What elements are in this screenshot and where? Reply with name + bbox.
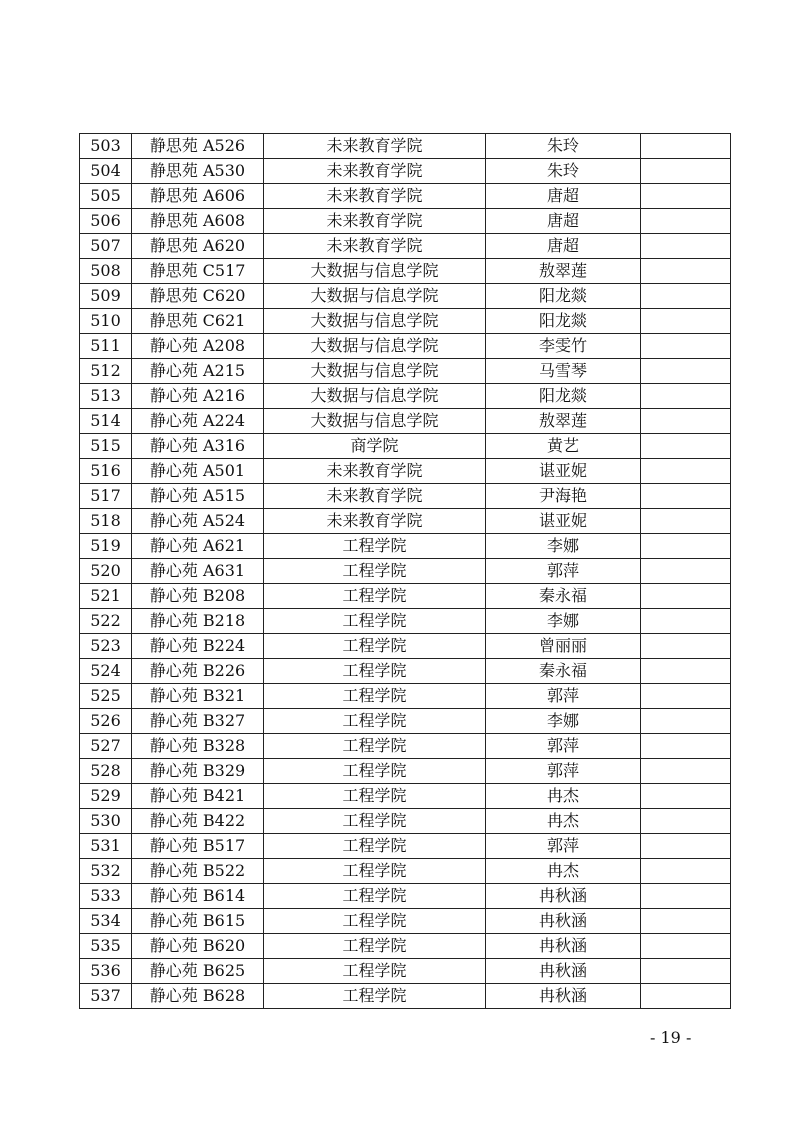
person-name-cell: 冉杰 <box>486 859 641 884</box>
note-cell <box>641 709 731 734</box>
table-row <box>80 534 731 559</box>
room-cell: 静心苑 B218 <box>132 609 264 634</box>
college-cell: 工程学院 <box>264 659 486 684</box>
note-cell <box>641 409 731 434</box>
person-name-cell: 朱玲 <box>486 134 641 159</box>
table-row <box>80 809 731 834</box>
table-body <box>80 134 731 1009</box>
table-row <box>80 959 731 984</box>
college-cell: 大数据与信息学院 <box>264 334 486 359</box>
table-row <box>80 934 731 959</box>
note-cell <box>641 209 731 234</box>
table-row <box>80 509 731 534</box>
note-cell <box>641 784 731 809</box>
row-number: 536 <box>80 959 132 984</box>
person-name-cell: 谌亚妮 <box>486 459 641 484</box>
person-name-cell: 冉杰 <box>486 784 641 809</box>
table-row <box>80 459 731 484</box>
room-cell: 静思苑 A606 <box>132 184 264 209</box>
table-row <box>80 584 731 609</box>
note-cell <box>641 609 731 634</box>
row-number: 529 <box>80 784 132 809</box>
person-name-cell: 唐超 <box>486 209 641 234</box>
note-cell <box>641 934 731 959</box>
college-cell: 大数据与信息学院 <box>264 309 486 334</box>
college-cell: 大数据与信息学院 <box>264 359 486 384</box>
person-name-cell: 冉秋涵 <box>486 934 641 959</box>
row-number: 525 <box>80 684 132 709</box>
row-number: 526 <box>80 709 132 734</box>
room-cell: 静心苑 B615 <box>132 909 264 934</box>
room-cell: 静心苑 A208 <box>132 334 264 359</box>
table-row <box>80 209 731 234</box>
college-cell: 工程学院 <box>264 884 486 909</box>
person-name-cell: 尹海艳 <box>486 484 641 509</box>
table-row <box>80 234 731 259</box>
note-cell <box>641 559 731 584</box>
table-row <box>80 659 731 684</box>
table-row <box>80 434 731 459</box>
note-cell <box>641 359 731 384</box>
note-cell <box>641 759 731 784</box>
room-cell: 静思苑 A620 <box>132 234 264 259</box>
table-row <box>80 309 731 334</box>
room-cell: 静思苑 C621 <box>132 309 264 334</box>
person-name-cell: 冉秋涵 <box>486 959 641 984</box>
row-number: 514 <box>80 409 132 434</box>
room-cell: 静心苑 B517 <box>132 834 264 859</box>
college-cell: 工程学院 <box>264 809 486 834</box>
row-number: 516 <box>80 459 132 484</box>
person-name-cell: 李娜 <box>486 609 641 634</box>
note-cell <box>641 884 731 909</box>
college-cell: 未来教育学院 <box>264 184 486 209</box>
row-number: 535 <box>80 934 132 959</box>
table-row <box>80 159 731 184</box>
table-row <box>80 484 731 509</box>
person-name-cell: 敖翠莲 <box>486 409 641 434</box>
college-cell: 大数据与信息学院 <box>264 259 486 284</box>
room-cell: 静心苑 A215 <box>132 359 264 384</box>
row-number: 506 <box>80 209 132 234</box>
row-number: 507 <box>80 234 132 259</box>
college-cell: 工程学院 <box>264 784 486 809</box>
room-cell: 静心苑 B620 <box>132 934 264 959</box>
person-name-cell: 唐超 <box>486 184 641 209</box>
person-name-cell: 秦永福 <box>486 659 641 684</box>
room-cell: 静思苑 A530 <box>132 159 264 184</box>
note-cell <box>641 859 731 884</box>
note-cell <box>641 684 731 709</box>
room-cell: 静心苑 A224 <box>132 409 264 434</box>
person-name-cell: 郭萍 <box>486 734 641 759</box>
college-cell: 未来教育学院 <box>264 134 486 159</box>
college-cell: 商学院 <box>264 434 486 459</box>
table-row <box>80 709 731 734</box>
note-cell <box>641 809 731 834</box>
table-row <box>80 734 731 759</box>
person-name-cell: 朱玲 <box>486 159 641 184</box>
room-cell: 静心苑 B625 <box>132 959 264 984</box>
college-cell: 工程学院 <box>264 609 486 634</box>
person-name-cell: 黄艺 <box>486 434 641 459</box>
note-cell <box>641 584 731 609</box>
row-number: 524 <box>80 659 132 684</box>
room-cell: 静心苑 A621 <box>132 534 264 559</box>
college-cell: 工程学院 <box>264 734 486 759</box>
row-number: 528 <box>80 759 132 784</box>
note-cell <box>641 259 731 284</box>
person-name-cell: 阳龙燚 <box>486 284 641 309</box>
table-row <box>80 259 731 284</box>
row-number: 511 <box>80 334 132 359</box>
table-row <box>80 359 731 384</box>
row-number: 503 <box>80 134 132 159</box>
college-cell: 工程学院 <box>264 559 486 584</box>
row-number: 533 <box>80 884 132 909</box>
college-cell: 工程学院 <box>264 709 486 734</box>
room-cell: 静思苑 C517 <box>132 259 264 284</box>
table-row <box>80 684 731 709</box>
table-row <box>80 884 731 909</box>
college-cell: 未来教育学院 <box>264 159 486 184</box>
row-number: 519 <box>80 534 132 559</box>
row-number: 513 <box>80 384 132 409</box>
person-name-cell: 阳龙燚 <box>486 384 641 409</box>
row-number: 510 <box>80 309 132 334</box>
table-row <box>80 559 731 584</box>
note-cell <box>641 484 731 509</box>
room-cell: 静心苑 B422 <box>132 809 264 834</box>
note-cell <box>641 909 731 934</box>
college-cell: 工程学院 <box>264 759 486 784</box>
row-number: 522 <box>80 609 132 634</box>
person-name-cell: 李雯竹 <box>486 334 641 359</box>
row-number: 527 <box>80 734 132 759</box>
table-row <box>80 184 731 209</box>
room-cell: 静思苑 A526 <box>132 134 264 159</box>
room-cell: 静心苑 B208 <box>132 584 264 609</box>
table-row <box>80 334 731 359</box>
room-cell: 静心苑 A515 <box>132 484 264 509</box>
room-cell: 静心苑 B321 <box>132 684 264 709</box>
row-number: 512 <box>80 359 132 384</box>
note-cell <box>641 384 731 409</box>
college-cell: 未来教育学院 <box>264 234 486 259</box>
room-cell: 静心苑 B224 <box>132 634 264 659</box>
room-cell: 静心苑 A524 <box>132 509 264 534</box>
row-number: 537 <box>80 984 132 1009</box>
room-cell: 静心苑 A631 <box>132 559 264 584</box>
college-cell: 工程学院 <box>264 834 486 859</box>
person-name-cell: 李娜 <box>486 534 641 559</box>
college-cell: 工程学院 <box>264 984 486 1009</box>
person-name-cell: 郭萍 <box>486 559 641 584</box>
person-name-cell: 谌亚妮 <box>486 509 641 534</box>
table-row <box>80 609 731 634</box>
note-cell <box>641 309 731 334</box>
note-cell <box>641 634 731 659</box>
college-cell: 大数据与信息学院 <box>264 409 486 434</box>
person-name-cell: 马雪琴 <box>486 359 641 384</box>
table-row <box>80 134 731 159</box>
college-cell: 工程学院 <box>264 934 486 959</box>
college-cell: 工程学院 <box>264 534 486 559</box>
room-cell: 静心苑 B522 <box>132 859 264 884</box>
table-row <box>80 634 731 659</box>
table-row <box>80 984 731 1009</box>
note-cell <box>641 659 731 684</box>
person-name-cell: 冉杰 <box>486 809 641 834</box>
person-name-cell: 秦永福 <box>486 584 641 609</box>
note-cell <box>641 234 731 259</box>
person-name-cell: 郭萍 <box>486 759 641 784</box>
note-cell <box>641 284 731 309</box>
row-number: 532 <box>80 859 132 884</box>
dormitory-table <box>79 133 731 1009</box>
college-cell: 大数据与信息学院 <box>264 384 486 409</box>
room-cell: 静心苑 B329 <box>132 759 264 784</box>
row-number: 508 <box>80 259 132 284</box>
college-cell: 工程学院 <box>264 584 486 609</box>
room-cell: 静心苑 A216 <box>132 384 264 409</box>
table-row <box>80 384 731 409</box>
room-cell: 静心苑 B614 <box>132 884 264 909</box>
person-name-cell: 郭萍 <box>486 684 641 709</box>
college-cell: 大数据与信息学院 <box>264 284 486 309</box>
row-number: 534 <box>80 909 132 934</box>
row-number: 523 <box>80 634 132 659</box>
room-cell: 静心苑 A316 <box>132 434 264 459</box>
college-cell: 工程学院 <box>264 909 486 934</box>
table-row <box>80 834 731 859</box>
person-name-cell: 阳龙燚 <box>486 309 641 334</box>
table-row <box>80 909 731 934</box>
college-cell: 工程学院 <box>264 634 486 659</box>
table-row <box>80 409 731 434</box>
person-name-cell: 冉秋涵 <box>486 909 641 934</box>
room-cell: 静心苑 B226 <box>132 659 264 684</box>
person-name-cell: 冉秋涵 <box>486 884 641 909</box>
page-number: - 19 - <box>650 1028 692 1047</box>
row-number: 517 <box>80 484 132 509</box>
row-number: 521 <box>80 584 132 609</box>
row-number: 520 <box>80 559 132 584</box>
row-number: 515 <box>80 434 132 459</box>
row-number: 530 <box>80 809 132 834</box>
person-name-cell: 曾丽丽 <box>486 634 641 659</box>
note-cell <box>641 734 731 759</box>
table-row <box>80 859 731 884</box>
row-number: 505 <box>80 184 132 209</box>
table-row <box>80 759 731 784</box>
row-number: 518 <box>80 509 132 534</box>
room-cell: 静心苑 B628 <box>132 984 264 1009</box>
row-number: 504 <box>80 159 132 184</box>
college-cell: 未来教育学院 <box>264 459 486 484</box>
person-name-cell: 郭萍 <box>486 834 641 859</box>
room-cell: 静思苑 C620 <box>132 284 264 309</box>
note-cell <box>641 159 731 184</box>
person-name-cell: 李娜 <box>486 709 641 734</box>
note-cell <box>641 834 731 859</box>
note-cell <box>641 134 731 159</box>
note-cell <box>641 509 731 534</box>
room-cell: 静心苑 A501 <box>132 459 264 484</box>
note-cell <box>641 459 731 484</box>
table-row <box>80 784 731 809</box>
note-cell <box>641 184 731 209</box>
college-cell: 未来教育学院 <box>264 484 486 509</box>
row-number: 531 <box>80 834 132 859</box>
note-cell <box>641 534 731 559</box>
college-cell: 工程学院 <box>264 859 486 884</box>
college-cell: 未来教育学院 <box>264 209 486 234</box>
row-number: 509 <box>80 284 132 309</box>
college-cell: 未来教育学院 <box>264 509 486 534</box>
table-row <box>80 284 731 309</box>
room-cell: 静心苑 B327 <box>132 709 264 734</box>
college-cell: 工程学院 <box>264 959 486 984</box>
person-name-cell: 唐超 <box>486 234 641 259</box>
note-cell <box>641 334 731 359</box>
note-cell <box>641 959 731 984</box>
room-cell: 静心苑 B328 <box>132 734 264 759</box>
room-cell: 静心苑 B421 <box>132 784 264 809</box>
note-cell <box>641 984 731 1009</box>
note-cell <box>641 434 731 459</box>
room-cell: 静思苑 A608 <box>132 209 264 234</box>
college-cell: 工程学院 <box>264 684 486 709</box>
person-name-cell: 冉秋涵 <box>486 984 641 1009</box>
person-name-cell: 敖翠莲 <box>486 259 641 284</box>
